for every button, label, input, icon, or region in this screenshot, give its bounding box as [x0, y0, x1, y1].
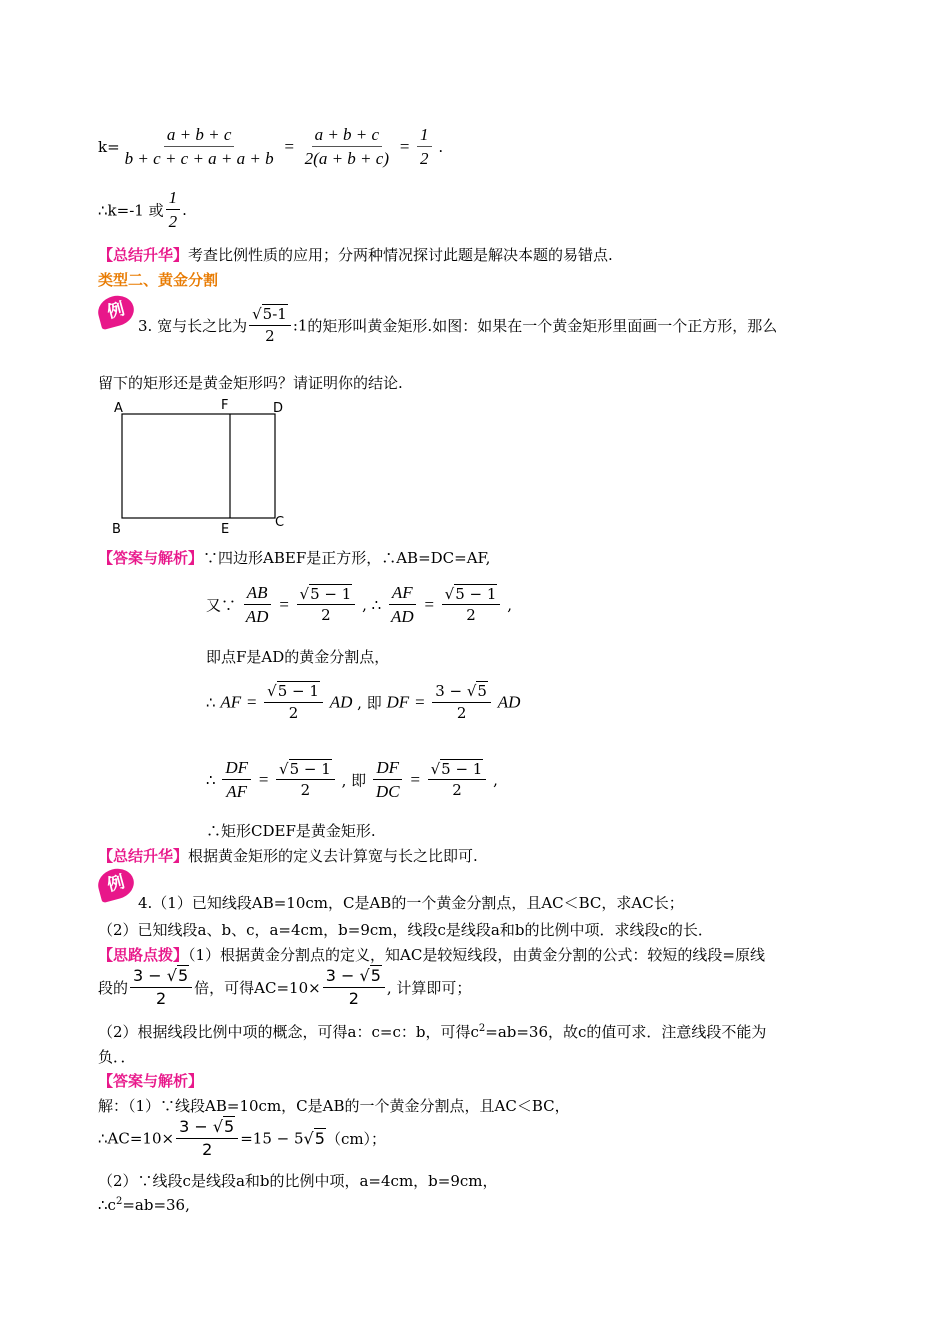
- section-title: 类型二、黄金分割: [98, 271, 219, 289]
- fraction: $\frac{1}{2}$: [417, 124, 432, 170]
- hint-line4: 负．．: [98, 1048, 136, 1066]
- answer-4-tag: 【答案与解析】: [98, 1072, 204, 1090]
- fraction: $\frac{√5 - 1}{2}$: [428, 760, 487, 801]
- therefore-k: ∴k=-1 或 $\frac{1}{2}$ .: [98, 188, 187, 232]
- fraction: $\frac{AB}{AD}$: [243, 582, 272, 628]
- fraction: $\frac{3 - √5}{2}$: [323, 966, 385, 1009]
- fraction: $\frac{AF}{AD}$: [388, 582, 417, 628]
- golden-rectangle-figure: [108, 395, 293, 540]
- answer-3-line5: ∴ $\frac{DF}{AF}$ = $\frac{√5 - 1}{2}$ , 即 $\frac{DF}{DC}$ = $\frac{√5 - 1}{2}$ ,: [206, 758, 498, 802]
- answer-4-line4: $\therefore c^2=ab=36$,: [98, 1196, 190, 1214]
- label-d: D: [273, 401, 284, 416]
- fraction: $\frac{a + b + c}{2(a + b + c)}$: [304, 125, 389, 169]
- example-badge-icon: 例: [95, 865, 138, 903]
- example-3-line1: 3. 宽与长之比为 $\frac{√5-1}{2}$ :1的矩形叫黄金矩形.如图：如果在一个黄金矩形里面画一个正方形，那么: [138, 305, 778, 345]
- summary-1: 【总结升华】考查比例性质的应用；分两种情况探讨此题是解决本题的易错点.: [98, 246, 613, 264]
- summary-tag: 【总结升华】: [98, 246, 189, 264]
- hint-line2: 段的 $\frac{3 - √5}{2}$ 倍，可得AC=10× $\frac{3 - √5}{2}$ , 计算即可；: [98, 966, 472, 1008]
- hint-line1: 【思路点拨】（1）根据黄金分割点的定义，知AC是较短线段，由黄金分割的公式：较短的线段=原线: [98, 946, 765, 964]
- label-a: A: [114, 401, 123, 416]
- example-3-line2: 留下的矩形还是黄金矩形吗？请证明你的结论.: [98, 374, 403, 392]
- answer-3-line2: 又∵ $\frac{AB}{AD}$ = $\frac{√5 - 1}{2}$ , ∴ $\frac{AF}{AD}$ = $\frac{√5 - 1}{2}$ ,: [206, 583, 512, 627]
- fraction: $\frac{DF}{DC}$: [373, 757, 403, 803]
- hint-line3: （2）根据线段比例中项的概念，可得a：c=c：b，可得$c^2=ab=36$，故c的值可求．注意线段不能为: [98, 1023, 767, 1041]
- label-e: E: [221, 522, 230, 537]
- fraction: $\frac{√5 - 1}{2}$: [297, 585, 356, 626]
- answer-3-line3: 即点F是AD的黄金分割点，: [206, 648, 390, 666]
- answer-4-line3: （2）∵线段c是线段a和b的比例中项，a=4cm，b=9cm，: [98, 1172, 498, 1190]
- answer-3-line4: ∴ AF = $\frac{√5 - 1}{2}$ AD , 即 DF = $\frac{3 - √5}{2}$ AD: [206, 682, 521, 722]
- fraction: $\frac{√5 - 1}{2}$: [264, 682, 323, 723]
- fraction: $\frac{√5 - 1}{2}$: [276, 760, 335, 801]
- label-f: F: [221, 398, 229, 413]
- fraction: $\frac{√5 - 1}{2}$: [442, 585, 501, 626]
- answer-4-line2: ∴AC=10× $\frac{3 - √5}{2}$ =15 − 5√5（cm）；: [98, 1117, 387, 1159]
- fraction: $\frac{3 - √5}{2}$: [432, 682, 491, 723]
- answer-3-line6: ∴矩形CDEF是黄金矩形.: [206, 822, 376, 840]
- equation-k: k= $\frac{a + b + c}{b + c + c + a + a + b}$ = $\frac{a + b + c}{2(a + b + c)}$ = $\frac{1}{2}$ .: [98, 125, 444, 169]
- summary-2: 【总结升华】根据黄金矩形的定义去计算宽与长之比即可.: [98, 847, 478, 865]
- answer-3-line1: 【答案与解析】∵四边形ABEF是正方形，∴AB=DC=AF,: [98, 549, 491, 567]
- example-badge-icon: 例: [95, 292, 138, 330]
- fraction: $\frac{3 - √5}{2}$: [176, 1117, 238, 1160]
- example-4-line2: （2）已知线段a、b、c，a=4cm，b=9cm，线段c是线段a和b的比例中项．求线段c的长．: [98, 921, 713, 939]
- equation-prefix: k=: [98, 137, 120, 156]
- answer-4-line1: 解：（1）∵线段AB=10cm，C是AB的一个黄金分割点，且AC＜BC，: [98, 1097, 570, 1115]
- example-4-line1: 4.（1）已知线段AB=10cm，C是AB的一个黄金分割点，且AC＜BC，求AC长；: [138, 894, 684, 912]
- fraction: $\frac{1}{2}$: [166, 187, 181, 233]
- rectangle-abcd: [122, 414, 275, 518]
- fraction: $\frac{DF}{AF}$: [222, 757, 251, 803]
- fraction: $\frac{a + b + c}{b + c + c + a + a + b}$: [124, 125, 274, 169]
- fraction: $\frac{√5-1}{2}$: [249, 305, 291, 346]
- fraction: $\frac{3 - √5}{2}$: [130, 966, 192, 1009]
- label-c: C: [275, 515, 285, 530]
- label-b: B: [112, 522, 121, 537]
